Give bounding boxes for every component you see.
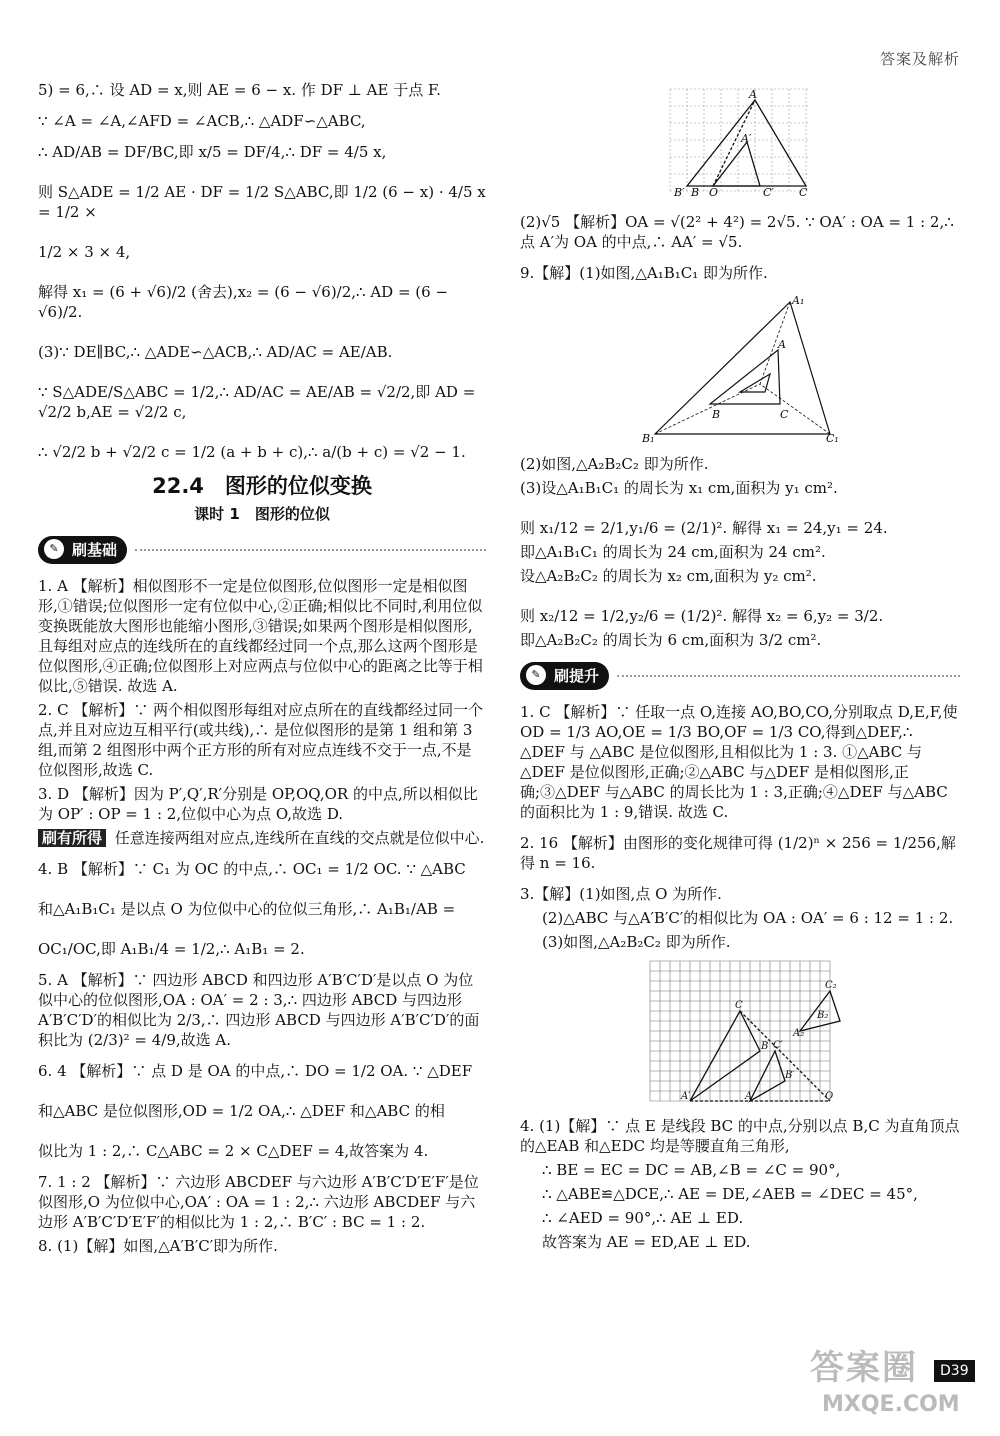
fig-label: O <box>825 1091 834 1102</box>
fig-label: B₁ <box>642 432 655 445</box>
fig-label: B₂ <box>817 1010 829 1021</box>
fig-label: A₂ <box>793 1028 805 1039</box>
grid-figure-q8 <box>665 84 815 202</box>
fig-label: A <box>745 1091 753 1102</box>
answer-p4: ∴ △ABE≌△DCE,∴ AE = DE,∠AEB = ∠DEC = 45°, <box>542 1185 918 1203</box>
fig-label: B′ <box>785 1070 795 1081</box>
text-line: 解得 x₁ = (6 + √6)/2 (舍去),x₂ = (6 − √6)/2,∴ AD = (6 − √6)/2. <box>38 283 449 321</box>
fig-label: C₁ <box>826 432 839 445</box>
fig-label: A <box>749 88 757 101</box>
badge-pill <box>38 536 127 564</box>
text-line: ∵ S△ADE/S△ABC = 1/2,∴ AD/AC = AE/AB = √2/2,即 AD = √2/2 b,AE = √2/2 c, <box>38 383 476 421</box>
grid-figure-p3 <box>645 956 835 1106</box>
fig-label: B′ <box>674 186 685 199</box>
badge-pill <box>520 662 609 690</box>
tip-text: 任意连接两组对应点,连线所在直线的交点就是位似中心. <box>114 829 485 847</box>
lesson-title: 课时 1 图形的位似 <box>194 505 330 523</box>
answer-p4: 4. (1)【解】∵ 点 E 是线段 BC 的中点,分别以点 B,C 为直角顶点的△EAB 和△EDC 均是等腰直角三角形, <box>520 1117 960 1155</box>
text-line: 5) = 6,∴ 设 AD = x,则 AE = 6 − x. 作 DF ⊥ AE 于点 F. <box>38 81 441 99</box>
badge-label: 刷提升 <box>554 667 600 685</box>
fig-label: C′ <box>773 1040 783 1051</box>
answer-p3: (2)△ABC 与△A′B′C′的相似比为 OA : OA′ = 6 : 12 = 1 : 2. <box>542 909 954 927</box>
fig-label: A₁ <box>792 294 805 307</box>
answer-p4: ∴ BE = EC = DC = AB,∠B = ∠C = 90°, <box>542 1161 841 1179</box>
answer-q9-3: 设△A₂B₂C₂ 的周长为 x₂ cm,面积为 y₂ cm². <box>520 567 817 585</box>
watermark-site: MXQE.COM <box>822 1392 960 1417</box>
answer-q7: 7. 1 : 2 【解析】∵ 六边形 ABCDEF 与六边形 A′B′C′D′E′F′是位似图形,O 为位似中心,OA′ : OA = 1 : 2,∴ 六边形 ABCDEF 与六边形 A′B′C′D′E′F′的相似比为 1 : 2,∴ B′C′ : BC = 1 : 2. <box>38 1173 479 1231</box>
answer-q4: 和△A₁B₁C₁ 是以点 O 为位似中心的位似三角形,∴ A₁B₁/AB = <box>38 900 456 918</box>
answer-q6: 和△ABC 是位似图形,OD = 1/2 OA,∴ △DEF 和△ABC 的相 <box>38 1102 445 1120</box>
badge-label: 刷基础 <box>72 541 118 559</box>
answer-q9: 9.【解】(1)如图,△A₁B₁C₁ 即为所作. <box>520 264 768 282</box>
text-line: ∴ √2/2 b + √2/2 c = 1/2 (a + b + c),∴ a/(b + c) = √2 − 1. <box>38 443 466 461</box>
text-line: ∵ ∠A = ∠A,∠AFD = ∠ACB,∴ △ADF∽△ABC, <box>38 112 366 130</box>
fig-label: B <box>691 186 700 199</box>
answer-q9-3: (3)设△A₁B₁C₁ 的周长为 x₁ cm,面积为 y₁ cm². <box>520 479 838 497</box>
answer-p1: 1. C 【解析】∵ 任取一点 O,连接 AO,BO,CO,分别取点 D,E,F,使 OD = 1/3 AO,OE = 1/3 BO,OF = 1/3 CO,得到△DEF,∴ △DEF 与 △ABC 是位似图形,且相似比为 1 : 3. ①△ABC 与△DEF 是位似图形,正确;②△ABC 与△DEF 是相似图形,正确;③△DEF 与△ABC 的周长比为 1 : 3,正确;④△DEF 与△ABC 的面积比为 1 : 9,错误. 故选 C. <box>520 703 958 821</box>
answer-p4: ∴ ∠AED = 90°,∴ AE ⊥ ED. <box>542 1209 744 1227</box>
answer-q9-2: (2)如图,△A₂B₂C₂ 即为所作. <box>520 455 709 473</box>
text-line: 则 S△ADE = 1/2 AE · DF = 1/2 S△ABC,即 1/2 (6 − x) · 4/5 x = 1/2 × <box>38 183 486 221</box>
tip-box <box>38 828 486 848</box>
answer-p3: 3.【解】(1)如图,点 O 为所作. <box>520 885 722 903</box>
answer-p2: 2. 16 【解析】由图形的变化规律可得 (1/2)ⁿ × 256 = 1/256,解得 n = 16. <box>520 834 956 872</box>
text-line: ∴ AD/AB = DF/BC,即 x/5 = DF/4,∴ DF = 4/5 x, <box>38 143 387 161</box>
badge-basic <box>38 536 486 564</box>
answer-p3: (3)如图,△A₂B₂C₂ 即为所作. <box>542 933 731 951</box>
answer-q8-2: (2)√5 【解析】OA = √(2² + 4²) = 2√5. ∵ OA′ : OA = 1 : 2,∴ 点 A′为 OA 的中点,∴ AA′ = √5. <box>520 213 954 251</box>
answer-q5: 5. A 【解析】∵ 四边形 ABCD 和四边形 A′B′C′D′是以点 O 为位似中心的位似图形,OA : OA′ = 2 : 3,∴ 四边形 ABCD 与四边形 A′B′C′D′的相似比为 2/3,∴ 四边形 ABCD 与四边形 A′B′C′D′的面积比为 (2/3)² = 4/9,故选 A. <box>38 971 480 1049</box>
section-title: 22.4 图形的位似变换 <box>152 474 372 498</box>
answer-q9-3: 则 x₁/12 = 2/1,y₁/6 = (2/1)². 解得 x₁ = 24,y₁ = 24. <box>520 519 888 537</box>
answer-q6: 似比为 1 : 2,∴ C△ABC = 2 × C△DEF = 4,故答案为 4. <box>38 1142 429 1160</box>
fig-label: B <box>761 1041 769 1052</box>
fig-label: B <box>712 408 721 421</box>
watermark: 答案圈 <box>810 1348 918 1388</box>
triangle-figure-q9 <box>640 294 840 444</box>
answer-q9-3: 则 x₂/12 = 1/2,y₂/6 = (1/2)². 解得 x₂ = 6,y₂ = 3/2. <box>520 607 884 625</box>
brush-icon: ✎ <box>526 665 546 685</box>
answer-q3: 3. D 【解析】因为 P′,Q′,R′分别是 OP,OQ,OR 的中点,所以相似比为 OP′ : OP = 1 : 2,位似中心为点 O,故选 D. <box>38 785 478 823</box>
answer-q9-3: 即△A₁B₁C₁ 的周长为 24 cm,面积为 24 cm². <box>520 543 826 561</box>
answer-q2: 2. C 【解析】∵ 两个相似图形每组对应点所在的直线都经过同一个点,并且对应边互相平行(或共线),∴ 是位似图形的是第 1 组和第 3 组,而第 2 组图形中两个正方形的所有对应点连线不交于一点,不是位似图形,故选 C. <box>38 701 484 779</box>
badge-advanced <box>520 662 960 690</box>
fig-label: A′ <box>681 1091 691 1102</box>
fig-label: O <box>709 186 719 199</box>
fig-label: C₂ <box>825 980 837 991</box>
text-line: (3)∵ DE∥BC,∴ △ADE∽△ACB,∴ AD/AC = AE/AB. <box>38 343 393 361</box>
running-header: 答案及解析 <box>879 50 960 68</box>
answer-p4: 故答案为 AE = ED,AE ⊥ ED. <box>542 1233 751 1251</box>
left-column <box>38 80 486 1267</box>
answer-q4: 4. B 【解析】∵ C₁ 为 OC 的中点,∴ OC₁ = 1/2 OC. ∵ △ABC <box>38 860 466 878</box>
answer-q8: 8. (1)【解】如图,△A′B′C′即为所作. <box>38 1237 278 1255</box>
divider <box>135 549 486 551</box>
fig-label: C <box>799 186 808 199</box>
fig-label: C <box>780 408 789 421</box>
fig-label: C′ <box>763 186 774 199</box>
brush-icon: ✎ <box>44 539 64 559</box>
fig-label: A′ <box>741 132 752 145</box>
fig-label: A <box>778 338 786 351</box>
answer-q1: 1. A 【解析】相似图形不一定是位似图形,位似图形一定是相似图形,①错误;位似图形一定有位似中心,②正确;相似比不同时,利用位似变换既能放大图形也能缩小图形,③错误;如果两个图形是相似图形,且每组对应点的连线所在的直线都经过同一个点,那么这两个图形是位似图形,④正确;位似图形上对应两点与位似中心的距离之比等于相似比,⑤错误. 故选 A. <box>38 577 483 695</box>
fig-label: C <box>735 1000 743 1011</box>
tip-label: 刷有所得 <box>38 829 106 847</box>
page-number: D39 <box>934 1360 975 1382</box>
answer-q4: OC₁/OC,即 A₁B₁/4 = 1/2,∴ A₁B₁ = 2. <box>38 940 305 958</box>
right-column <box>520 80 960 1256</box>
divider <box>617 675 960 677</box>
answer-q6: 6. 4 【解析】∵ 点 D 是 OA 的中点,∴ DO = 1/2 OA. ∵ △DEF <box>38 1062 473 1080</box>
answer-q9-3: 即△A₂B₂C₂ 的周长为 6 cm,面积为 3/2 cm². <box>520 631 822 649</box>
text-line: 1/2 × 3 × 4, <box>38 243 131 261</box>
